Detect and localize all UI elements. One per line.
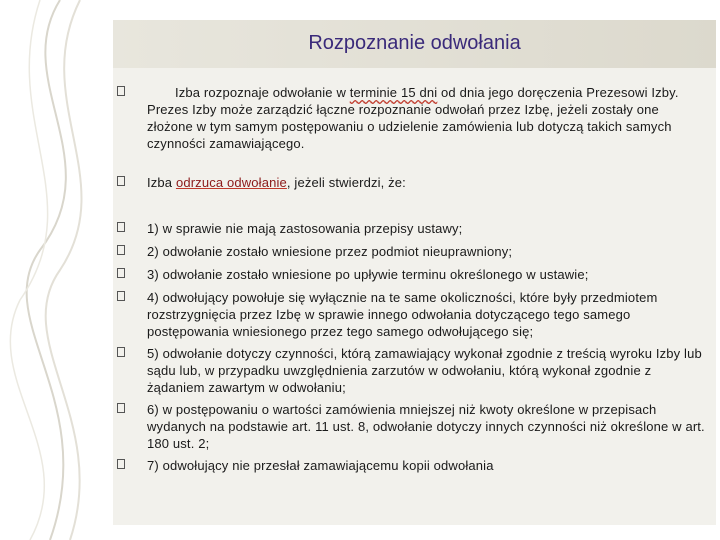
item-text: 6) w postępowaniu o wartości zamówienia mniejszej niż kwoty określone w przepisach wydanych na podstawie art. 11 ust. 8, odwołanie dotyczy innych czynności niż określone w art. 180 ust. 2; bbox=[147, 402, 705, 451]
bullet-icon bbox=[117, 222, 125, 232]
content-panel bbox=[113, 68, 716, 525]
bullet-icon bbox=[117, 176, 125, 186]
bullet-icon bbox=[117, 291, 125, 301]
bullet-icon bbox=[117, 245, 125, 255]
item-text: 3) odwołanie zostało wniesione po upływie terminu określonego w ustawie; bbox=[147, 267, 589, 282]
slide-title: Rozpoznanie odwołania bbox=[308, 32, 521, 54]
bullet-icon bbox=[117, 86, 125, 96]
item-text: 2) odwołanie zostało wniesione przez podmiot nieuprawniony; bbox=[147, 244, 513, 259]
item-text: 7) odwołujący nie przesłał zamawiającemu kopii odwołania bbox=[147, 458, 494, 473]
item-text: 1) w sprawie nie mają zastosowania przepisy ustawy; bbox=[147, 221, 463, 236]
item-text: Izba odrzuca odwołanie, jeżeli stwierdzi, że: bbox=[147, 175, 406, 190]
item-text: 4) odwołujący powołuje się wyłącznie na te same okoliczności, które były przedmiotem rozstrzygnięcia przez Izbę w sprawie innego odwołania dotyczącego tego samego postępowania wniesionego przez tego samego odwołującego się; bbox=[147, 290, 658, 339]
bullet-icon bbox=[117, 347, 125, 357]
bullet-icon bbox=[117, 403, 125, 413]
bullet-icon bbox=[117, 268, 125, 278]
bullet-icon bbox=[117, 459, 125, 469]
decorative-swirl bbox=[0, 0, 120, 540]
item-text: Izba rozpoznaje odwołanie w terminie 15 dni od dnia jego doręczenia Prezesowi Izby. Prezes Izby może zarządzić łączne rozpoznanie odwołań przez Izbę, jeżeli zostały one złożone w tym samym postępowaniu o udzielenie zamówienia lub dotyczą takich samych czynności zamawiającego. bbox=[147, 85, 679, 151]
item-text: 5) odwołanie dotyczy czynności, którą zamawiający wykonał zgodnie z treścią wyroku Izby lub sądu lub, w przypadku uwzględnienia zarzutów w odwołaniu, którą wykonał zgodnie z żądaniem zawartym w odwołaniu; bbox=[147, 346, 702, 395]
